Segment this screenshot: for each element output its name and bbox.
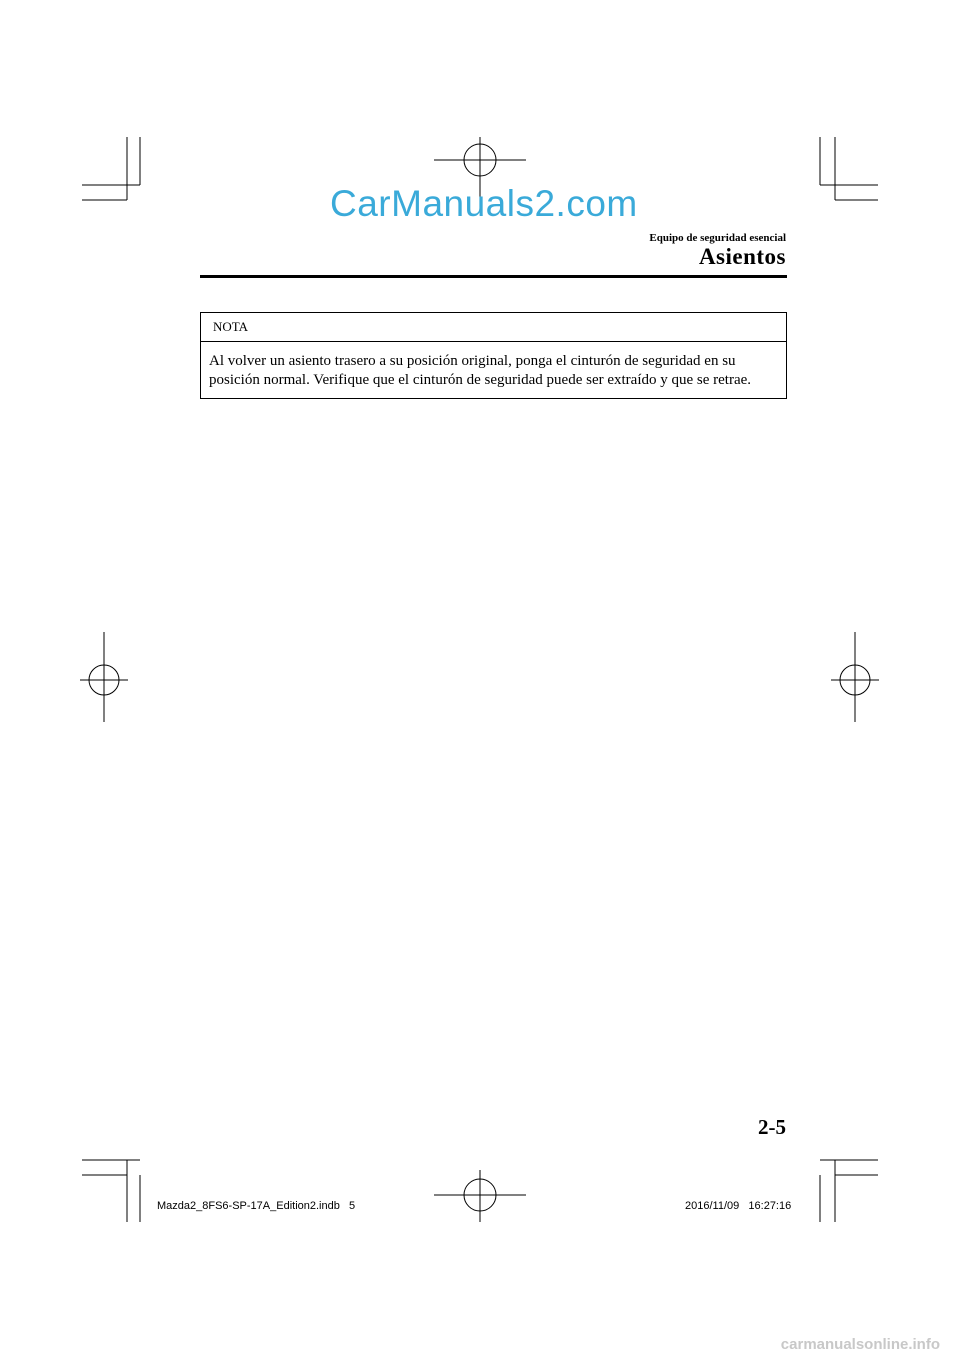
footer-file-info: Mazda2_8FS6-SP-17A_Edition2.indb 5 xyxy=(157,1200,356,1212)
note-box xyxy=(200,312,787,399)
watermark-logo: CarManuals2.com xyxy=(330,183,638,224)
page-number: 2-5 xyxy=(758,1115,786,1139)
note-label: NOTA xyxy=(201,313,786,342)
bottom-brand-watermark: carmanualsonline.info xyxy=(780,1336,940,1353)
header-rule xyxy=(200,275,787,278)
footer-timestamp: 2016/11/09 16:27:16 xyxy=(685,1200,792,1212)
note-line-1: Al volver un asiento trasero a su posición original, ponga el cinturón de seguridad en su xyxy=(209,353,736,369)
chapter-title: Asientos xyxy=(698,244,786,269)
section-label: Equipo de seguridad esencial xyxy=(649,232,786,244)
note-line-2: posición normal. Verifique que el cinturón de seguridad puede ser extraído y que se retrae. xyxy=(209,372,752,388)
note-body xyxy=(201,342,786,390)
